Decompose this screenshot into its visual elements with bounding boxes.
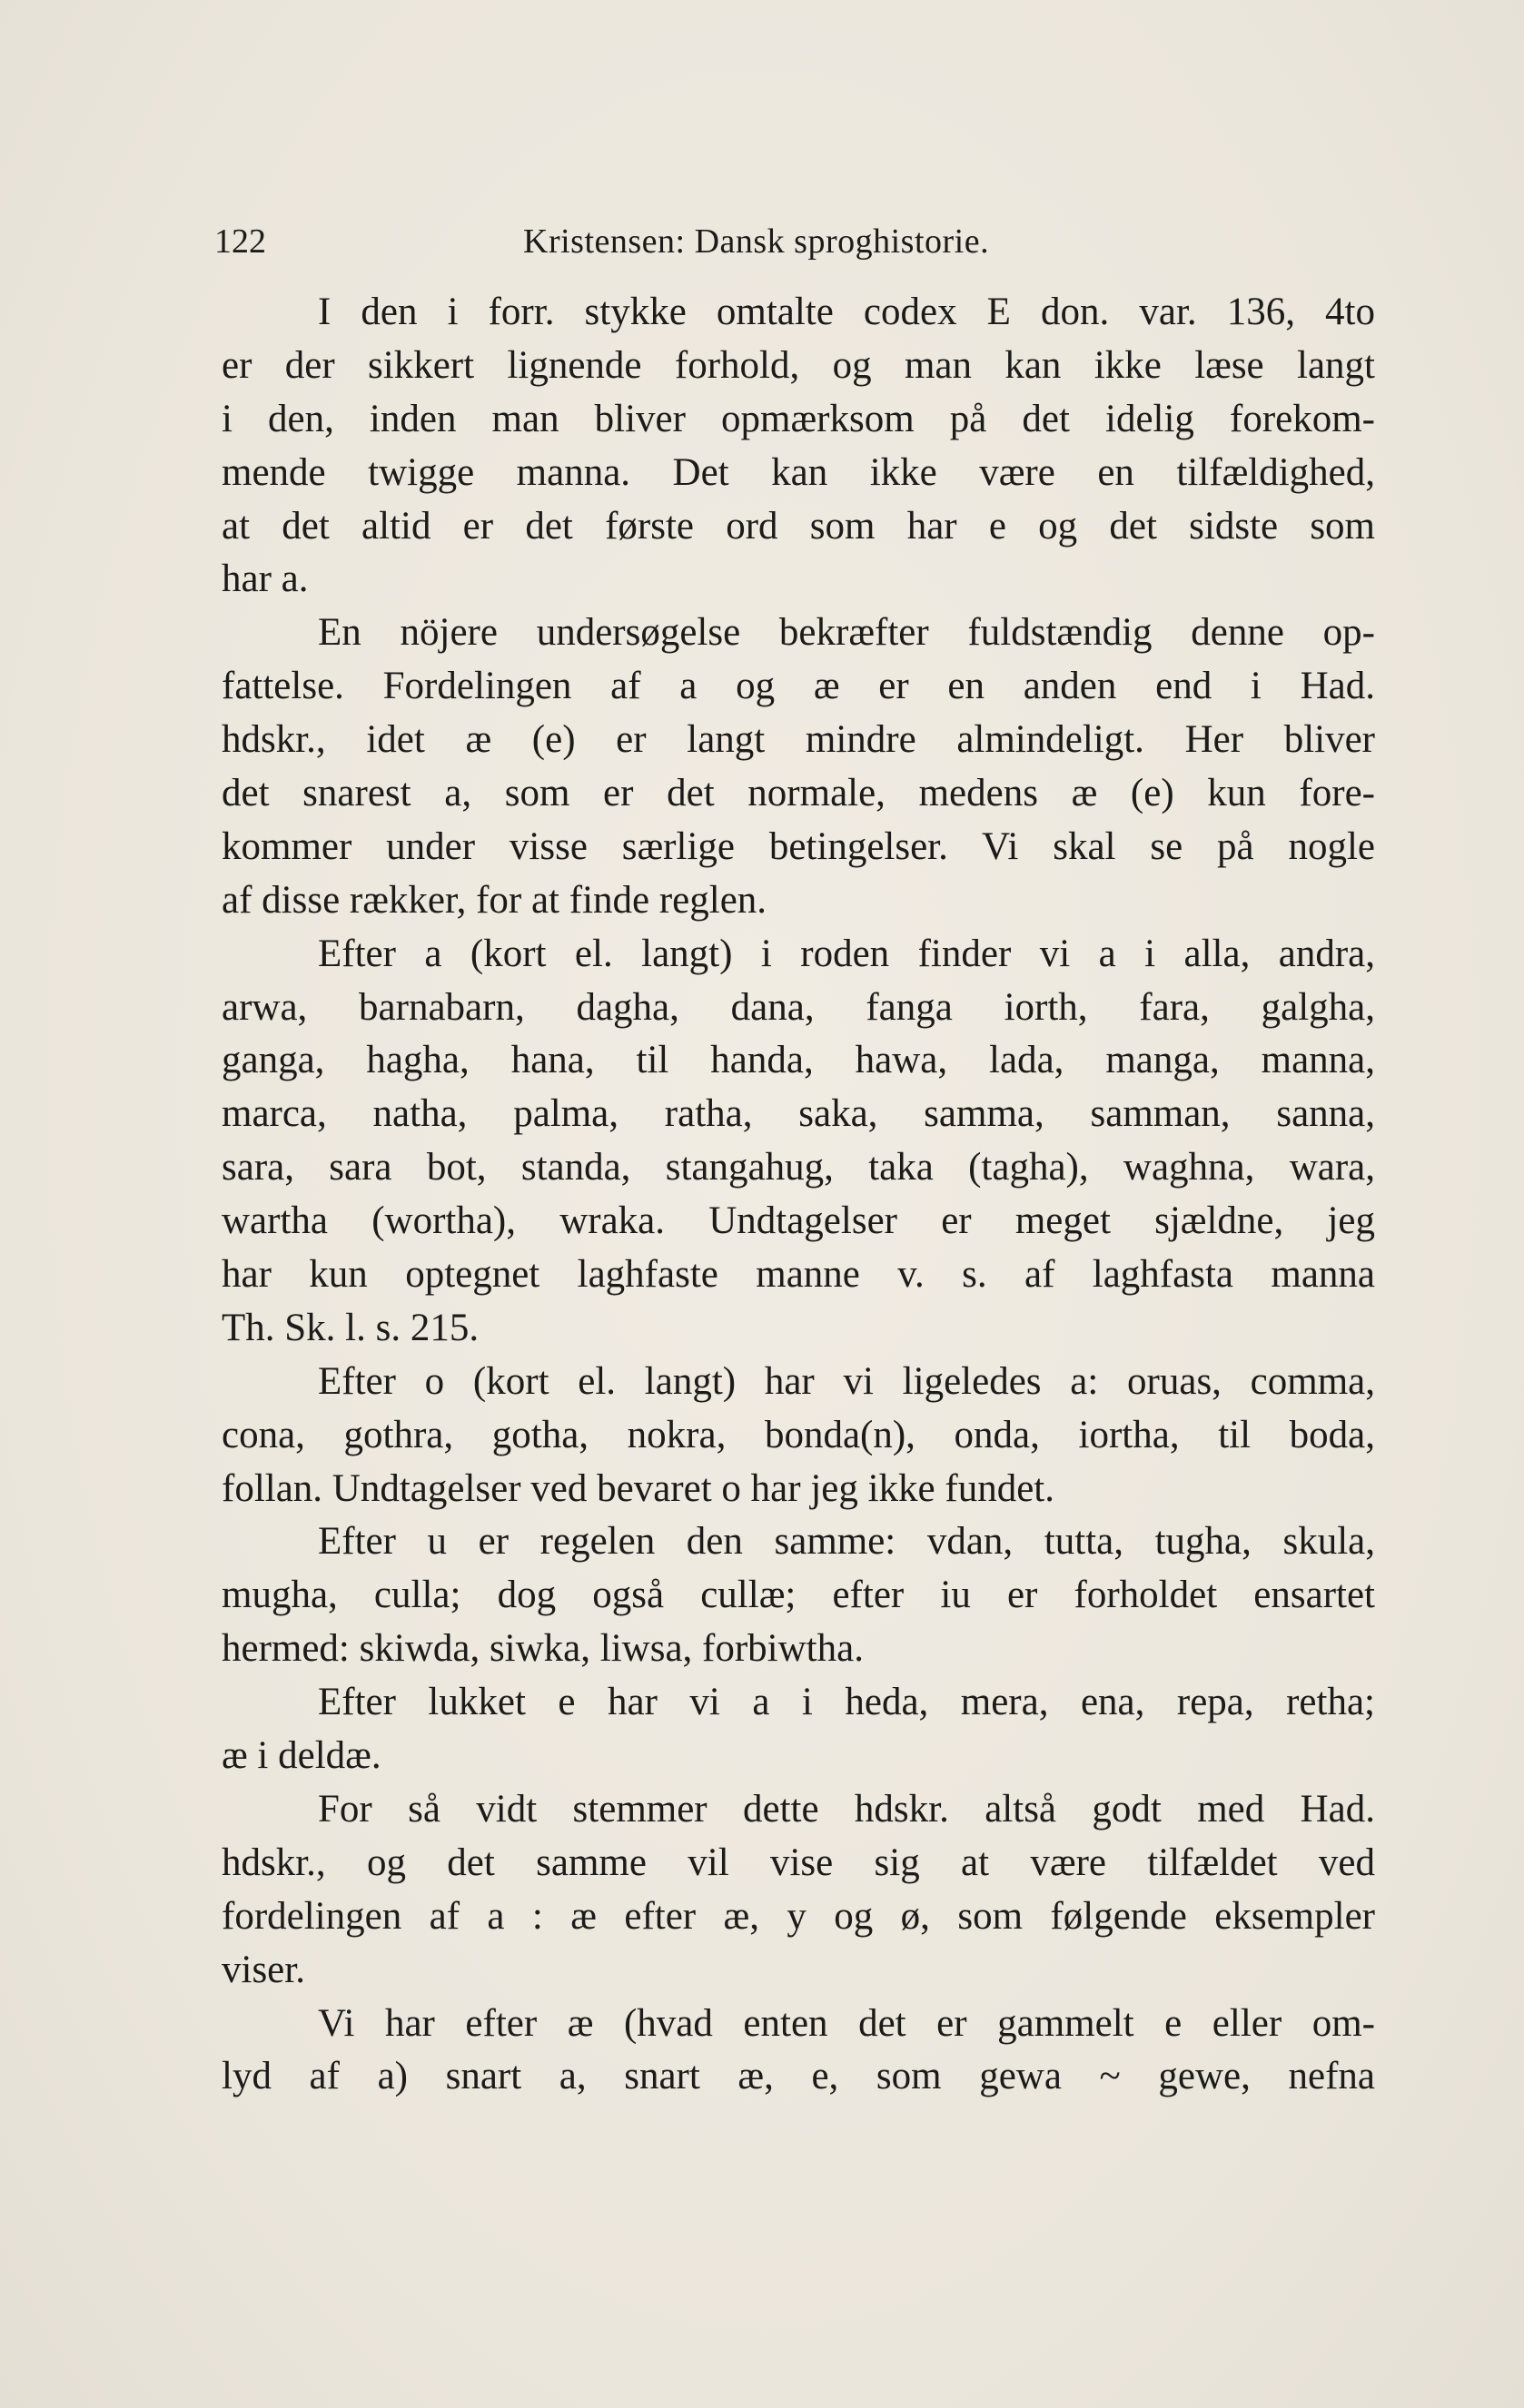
text-line: ganga, hagha, hana, til handa, hawa, lada, manga, manna, bbox=[222, 1039, 1375, 1082]
text-line: det snarest a, som er det normale, medens æ (e) kun fore- bbox=[222, 772, 1375, 815]
running-head: Kristensen: Dansk sproghistorie. bbox=[523, 222, 990, 261]
text-line: har kun optegnet laghfaste manne v. s. af laghfasta manna bbox=[222, 1253, 1375, 1297]
text-line: marca, natha, palma, ratha, saka, samma, samman, sanna, bbox=[222, 1092, 1375, 1136]
text-line: For så vidt stemmer dette hdskr. altså godt med Had. bbox=[318, 1787, 1375, 1831]
text-line: i den, inden man bliver opmærksom på det idelig forekom- bbox=[222, 397, 1375, 440]
text-line: sara, sara bot, standa, stangahug, taka (tagha), waghna, wara, bbox=[222, 1146, 1375, 1189]
text-line: lyd af a) snart a, snart æ, e, som gewa ~ gewe, nefna bbox=[222, 2055, 1375, 2098]
text-line: hdskr., og det samme vil vise sig at være tilfældet ved bbox=[222, 1841, 1375, 1884]
text-line: Th. Sk. l. s. 215. bbox=[222, 1306, 480, 1349]
page-number: 122 bbox=[214, 222, 266, 261]
text-line: hermed: skiwda, siwka, liwsa, forbiwtha. bbox=[222, 1627, 864, 1671]
text-line: fordelingen af a : æ efter æ, y og ø, som følgende eksempler bbox=[222, 1894, 1375, 1938]
text-line: æ i deldæ. bbox=[222, 1734, 381, 1778]
text-line: arwa, barnabarn, dagha, dana, fanga iorth, fara, galgha, bbox=[222, 985, 1375, 1029]
text-line: kommer under visse særlige betingelser. Vi skal se på nogle bbox=[222, 824, 1375, 868]
text-line: Efter u er regelen den samme: vdan, tutta, tugha, skula, bbox=[318, 1520, 1375, 1564]
body-text bbox=[222, 286, 1375, 2104]
page-header bbox=[214, 214, 1368, 269]
text-line: Efter o (kort el. langt) har vi ligeledes a: oruas, comma, bbox=[318, 1359, 1375, 1403]
text-line: wartha (wortha), wraka. Undtagelser er meget sjældne, jeg bbox=[222, 1199, 1375, 1243]
text-line: Efter a (kort el. langt) i roden finder vi a i alla, andra, bbox=[318, 932, 1375, 975]
text-line: cona, gothra, gotha, nokra, bonda(n), onda, iortha, til boda, bbox=[222, 1413, 1375, 1456]
text-line: viser. bbox=[222, 1948, 305, 1991]
text-line: er der sikkert lignende forhold, og man kan ikke læse langt bbox=[222, 343, 1375, 387]
text-line: Efter lukket e har vi a i heda, mera, ena, repa, retha; bbox=[318, 1681, 1375, 1724]
text-line: En nöjere undersøgelse bekræfter fuldstændig denne op- bbox=[318, 611, 1375, 655]
text-line: mugha, culla; dog også cullæ; efter iu er forholdet ensartet bbox=[222, 1574, 1375, 1617]
text-line: har a. bbox=[222, 558, 309, 601]
text-line: hdskr., idet æ (e) er langt mindre almindeligt. Her bliver bbox=[222, 718, 1375, 762]
text-line: I den i forr. stykke omtalte codex E don. var. 136, 4to bbox=[318, 291, 1375, 333]
text-line: at det altid er det første ord som har e og det sidste som bbox=[222, 504, 1375, 548]
text-line: fattelse. Fordelingen af a og æ er en anden end i Had. bbox=[222, 665, 1375, 708]
text-line: follan. Undtagelser ved bevaret o har jeg ikke fundet. bbox=[222, 1466, 1054, 1510]
text-line: mende twigge manna. Det kan ikke være en tilfældighed, bbox=[222, 450, 1375, 494]
text-line: Vi har efter æ (hvad enten det er gammelt e eller om- bbox=[318, 2001, 1375, 2045]
text-line: af disse rækker, for at finde reglen. bbox=[222, 878, 767, 922]
